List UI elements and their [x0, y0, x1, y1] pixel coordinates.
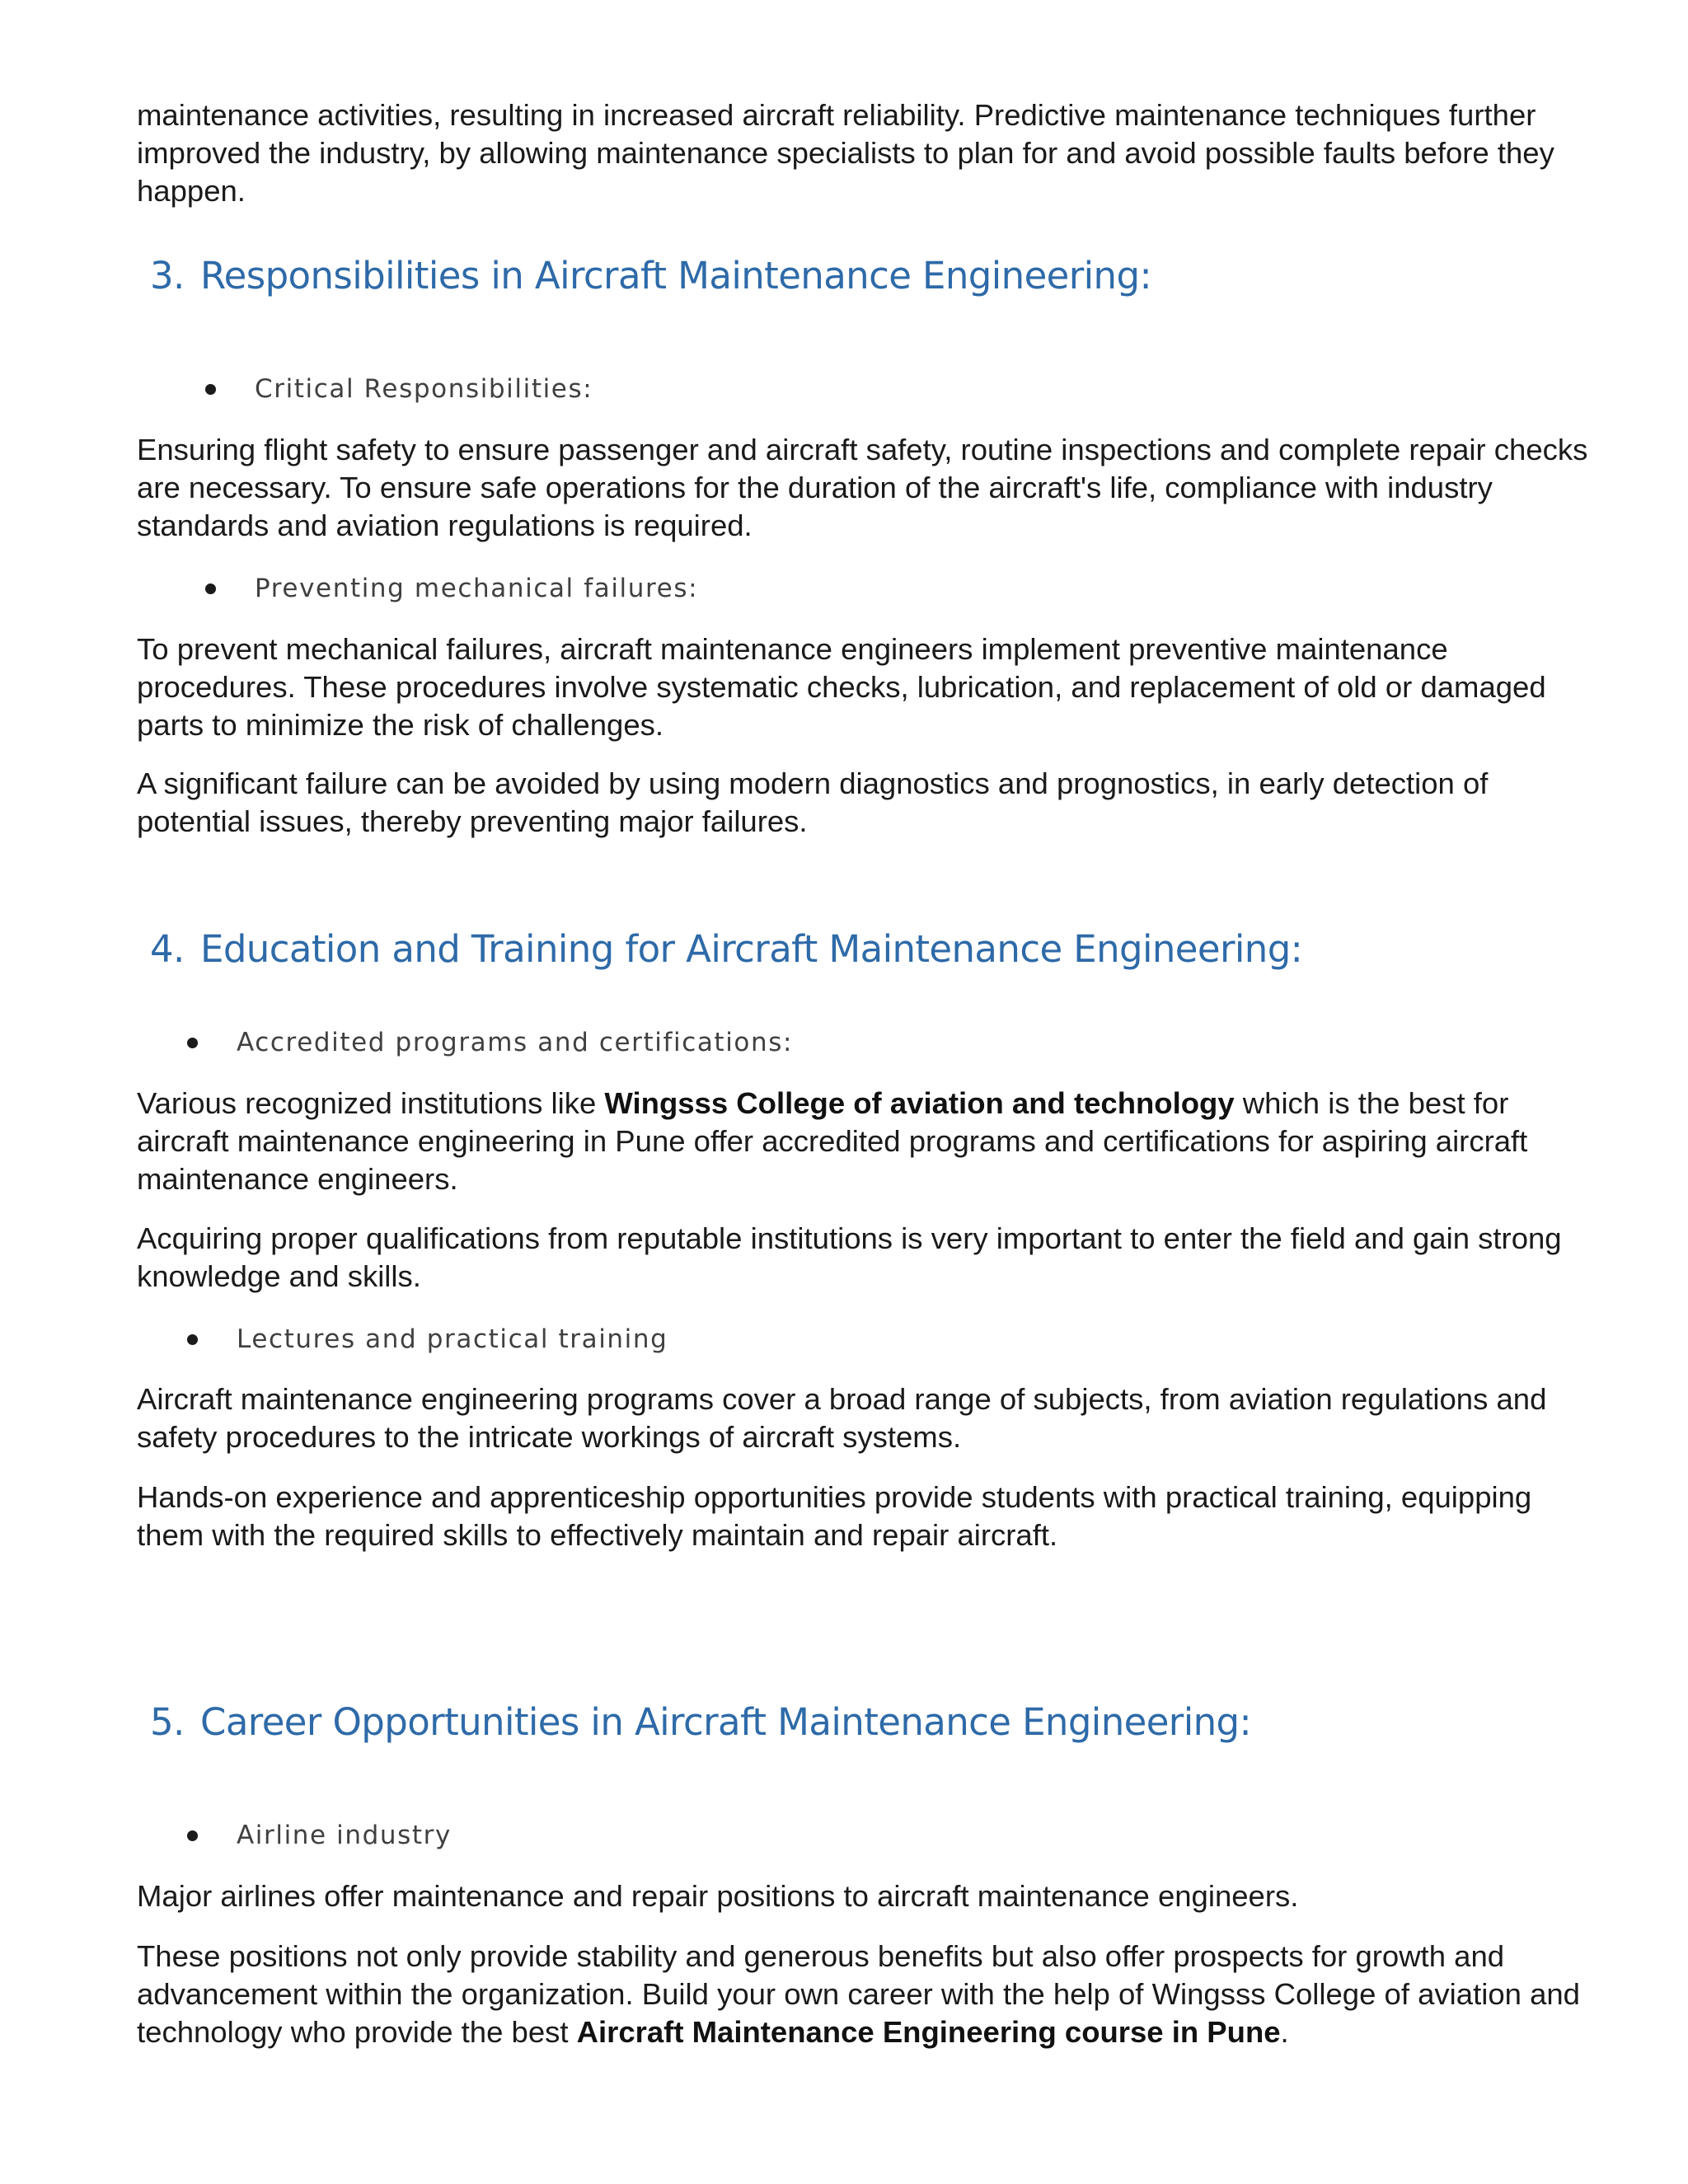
bullet-label: Accredited programs and certifications:	[237, 1028, 794, 1057]
section-5-number: 5.	[150, 1700, 185, 1744]
intro-paragraph: maintenance activities, resulting in increased aircraft reliability. Predictive maintenance techniques further improved the industry, by allowing maintenance specialists to plan for and avoid possible faults before they happen.	[137, 98, 1554, 208]
section-3-heading	[150, 253, 1151, 299]
section-4-paragraph-3: Aircraft maintenance engineering programs cover a broad range of subjects, from aviation regulations and safety procedures to the intricate workings of aircraft systems.	[137, 1382, 1547, 1454]
section-4-paragraph-1-tail: which is the best for aircraft maintenance engineering in Pune offer accredited programs and certifications for aspiring aircraft maintenance engineers.	[137, 1086, 1528, 1196]
bullet-dot-icon	[205, 583, 216, 594]
bullet-dot-icon	[187, 1038, 198, 1048]
section-5-heading	[150, 1699, 1251, 1746]
section-4-paragraph-2: Acquiring proper qualifications from reputable institutions is very important to enter the field and gain strong knowledge and skills.	[137, 1221, 1562, 1293]
section-4-title: Education and Training for Aircraft Maintenance Engineering:	[200, 927, 1303, 971]
section-3-paragraph-2: To prevent mechanical failures, aircraft maintenance engineers implement preventive maintenance procedures. These procedures involve systematic checks, lubrication, and replacement of old or damaged parts to minimize the risk of challenges.	[137, 632, 1546, 742]
bullet-label: Lectures and practical training	[237, 1324, 668, 1354]
bullet-label: Preventing mechanical failures:	[255, 574, 699, 603]
section-5-paragraph-2	[137, 1938, 1596, 2051]
section-4-heading	[150, 926, 1302, 972]
bullet-label: Airline industry	[237, 1821, 452, 1850]
section-5-paragraph-1: Major airlines offer maintenance and repair positions to aircraft maintenance engineers.	[137, 1879, 1299, 1913]
section-4-number: 4.	[150, 927, 185, 971]
bullet-dot-icon	[187, 1830, 198, 1841]
bullet-label: Critical Responsibilities:	[255, 374, 593, 404]
course-name-bold: Aircraft Maintenance Engineering course in Pune	[576, 2015, 1281, 2049]
section-4-paragraph-1	[137, 1085, 1596, 1198]
bullet-dot-icon	[187, 1334, 198, 1345]
section-4-paragraph-4: Hands-on experience and apprenticeship opportunities provide students with practical training, equipping them with the required skills to effectively maintain and repair aircraft.	[137, 1480, 1532, 1552]
section-5-paragraph-2-lead: These positions not only provide stability and generous benefits but also offer prospects for growth and advancement within the organization. Build your own career with the help of Wingsss College of aviation and technology who provide the best	[137, 1939, 1580, 2049]
bullet-dot-icon	[205, 384, 216, 395]
section-3-title: Responsibilities in Aircraft Maintenance Engineering:	[200, 254, 1151, 298]
section-5-title: Career Opportunities in Aircraft Maintenance Engineering:	[200, 1700, 1252, 1744]
section-4-paragraph-1-lead: Various recognized institutions like	[137, 1086, 605, 1120]
section-5-paragraph-2-tail: .	[1280, 2015, 1289, 2049]
section-3-paragraph-1: Ensuring flight safety to ensure passenger and aircraft safety, routine inspections and complete repair checks are necessary. To ensure safe operations for the duration of the aircraft's life, compliance with industry standards and aviation regulations is required.	[137, 433, 1588, 542]
section-3-paragraph-3: A significant failure can be avoided by using modern diagnostics and prognostics, in early detection of potential issues, thereby preventing major failures.	[137, 766, 1489, 838]
section-3-number: 3.	[150, 254, 185, 298]
college-name-bold: Wingsss College of aviation and technology	[604, 1086, 1235, 1120]
